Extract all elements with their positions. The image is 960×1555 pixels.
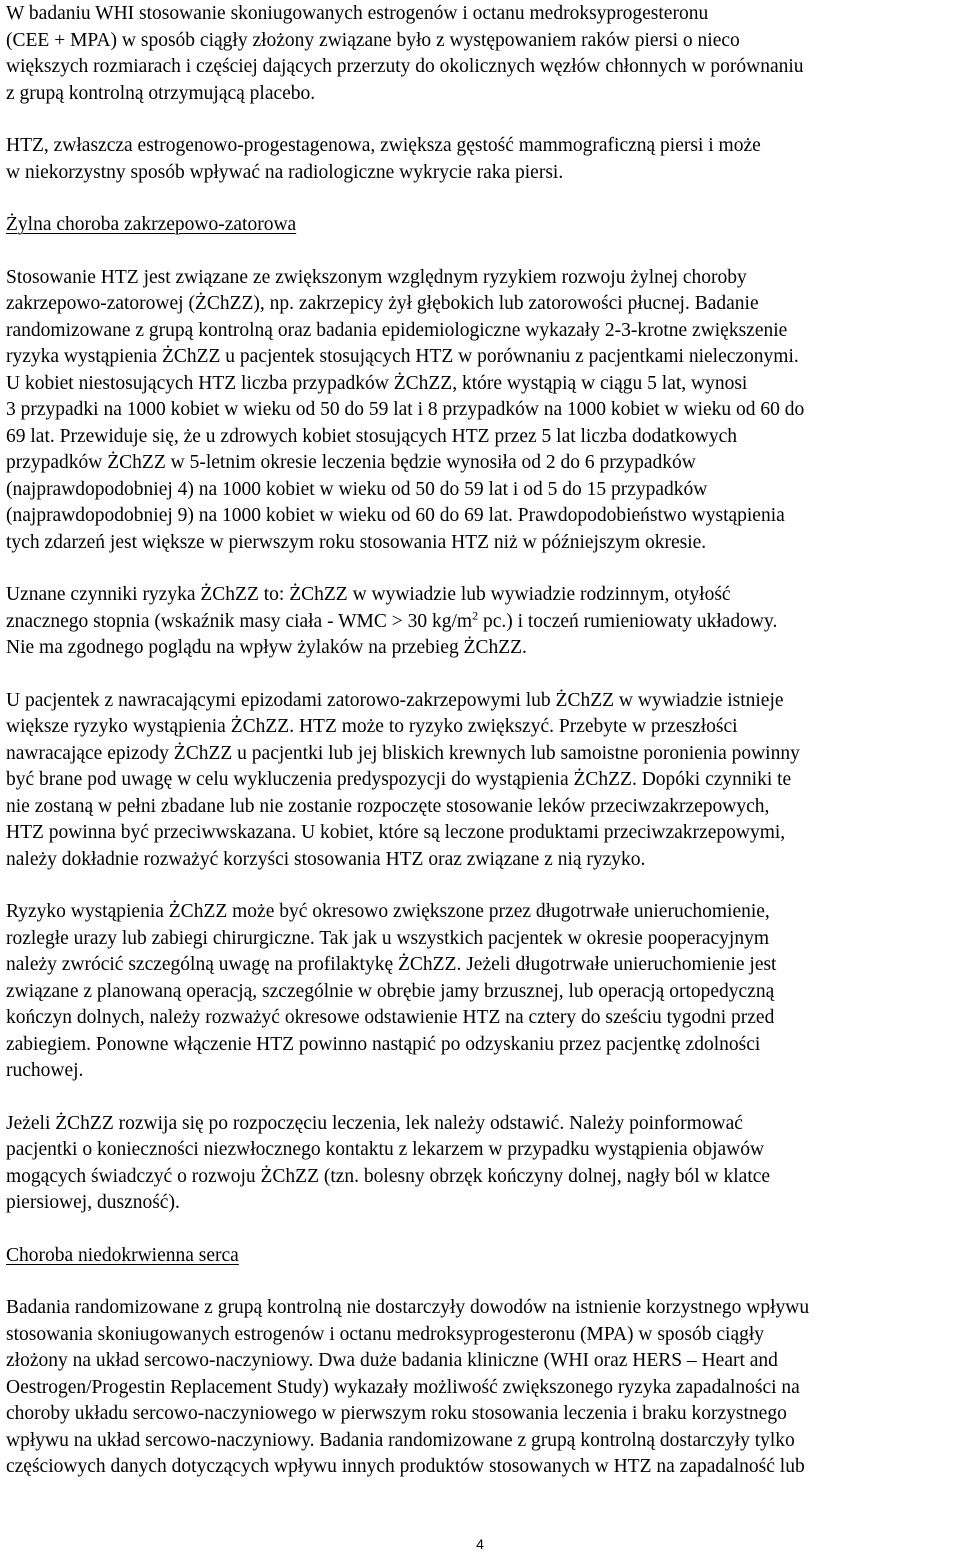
- text-line: stosowania skoniugowanych estrogenów i octanu medroksyprogesteronu (MPA) w sposób ciągły: [6, 1323, 765, 1345]
- text-line: należy zwrócić szczególną uwagę na profilaktykę ŻChZZ. Jeżeli długotrwałe unieruchomienie jest: [6, 954, 777, 975]
- text-line: Oestrogen/Progestin Replacement Study) wykazały możliwość zwiększonego ryzyka zapadalności na: [6, 1376, 800, 1398]
- text-line: Badania randomizowane z grupą kontrolną nie dostarczyły dowodów na istnienie korzystnego wpływu: [6, 1297, 810, 1318]
- paragraph-discontinuation: [6, 1111, 954, 1217]
- text-line: przypadków ŻChZZ w 5-letnim okresie leczenia będzie wynosiła od 2 do 6 przypadków: [6, 452, 696, 473]
- text-line: zakrzepowo-zatorowej (ŻChZZ), np. zakrzepicy żył głębokich lub zatorowości płucnej. Badanie: [6, 293, 759, 314]
- text-line: Stosowanie HTZ jest związane ze zwiększonym względnym ryzykiem rozwoju żylnej choroby: [6, 266, 747, 288]
- paragraph-mammographic-density: [6, 133, 954, 186]
- text-line: piersiowej, duszność).: [6, 1192, 180, 1213]
- paragraph-spacer: [6, 186, 954, 212]
- section-heading-vte: Żylna choroba zakrzepowo-zatorowa: [6, 214, 297, 235]
- text-line: w niekorzystny sposób wpływać na radiologiczne wykrycie raka piersi.: [6, 161, 564, 183]
- text-line: ryzyka wystąpienia ŻChZZ u pacjentek stosujących HTZ w porównaniu z pacjentkami nieleczonymi.: [6, 346, 799, 367]
- text-line: nawracające epizody ŻChZZ u pacjentki lub jej bliskich krewnych lub samoistne poronienia powinny: [6, 742, 800, 764]
- text-line: mogących świadczyć o rozwoju ŻChZZ (tzn. bolesny obrzęk kończyny dolnej, nagły ból w klatce: [6, 1165, 771, 1187]
- text-fragment: znacznego stopnia (wskaźnik masy ciała - WMC > 30 kg/m: [6, 610, 473, 632]
- text-line: nie zostaną w pełni zbadane lub nie zostanie rozpoczęte stosowanie leków przeciwzakrzepowych,: [6, 795, 770, 817]
- paragraph-vte-risk-factors: [6, 582, 954, 662]
- text-line: pacjentki o konieczności niezwłocznego kontaktu z lekarzem w przypadku wystąpienia objawów: [6, 1139, 765, 1160]
- text-line: 69 lat. Przewiduje się, że u zdrowych kobiet stosujących HTZ przez 5 lat liczba dodatkowych: [6, 425, 738, 447]
- text-line: zabiegiem. Ponowne włączenie HTZ powinno nastąpić po odzyskaniu przez pacjentkę zdolności: [6, 1033, 761, 1055]
- text-line: randomizowane z grupą kontrolną oraz badania epidemiologiczne wykazały 2-3-krotne zwiększenie: [6, 319, 788, 341]
- text-line: ruchowej.: [6, 1060, 84, 1081]
- text-line: Uznane czynniki ryzyka ŻChZZ to: ŻChZZ w wywiadzie lub wywiadzie rodzinnym, otyłość: [6, 584, 731, 605]
- text-line: Jeżeli ŻChZZ rozwija się po rozpoczęciu leczenia, lek należy odstawić. Należy poinformować: [6, 1112, 743, 1134]
- document-page: [6, 0, 954, 1481]
- text-line: Nie ma zgodnego poglądu na wpływ żylaków na przebieg ŻChZZ.: [6, 637, 527, 658]
- text-line: U pacjentek z nawracającymi epizodami zatorowo-zakrzepowymi lub ŻChZZ w wywiadzie istnieje: [6, 689, 784, 711]
- text-line: U kobiet niestosujących HTZ liczba przypadków ŻChZZ, które wystąpią w ciągu 5 lat, wynosi: [6, 372, 748, 394]
- text-line: (najprawdopodobniej 4) na 1000 kobiet w wieku od 50 do 59 lat i od 5 do 15 przypadków: [6, 478, 708, 500]
- text-line: należy dokładnie rozważyć korzyści stosowania HTZ oraz związane z nią ryzyko.: [6, 848, 646, 870]
- text-line: być brane pod uwagę w celu wykluczenia predyspozycji do wystąpienia ŻChZZ. Dopóki czynniki te: [6, 769, 792, 790]
- paragraph-recurrent-episodes: [6, 688, 954, 874]
- text-line: związane z planowaną operacją, szczególnie w obrębie jamy brzusznej, lub operacją ortopedyczną: [6, 980, 775, 1002]
- text-line: wpływu na układ sercowo-naczyniowy. Badania randomizowane z grupą kontrolną dostarczyły tylko: [6, 1429, 795, 1451]
- text-line: HTZ, zwłaszcza estrogenowo-progestagenowa, zwiększa gęstość mammograficzną piersi i może: [6, 135, 761, 156]
- text-line: Ryzyko wystąpienia ŻChZZ może być okresowo zwiększone przez długotrwałe unieruchomienie,: [6, 901, 770, 922]
- text-line: 3 przypadki na 1000 kobiet w wieku od 50 do 59 lat i 8 przypadków na 1000 kobiet w wieku od 60 do: [6, 399, 805, 420]
- text-line: złożony na układ sercowo-naczyniowy. Dwa duże badania kliniczne (WHI oraz HERS – Heart and: [6, 1350, 778, 1371]
- text-fragment: pc.) i toczeń rumieniowaty układowy.: [478, 610, 778, 632]
- page-number: 4: [476, 1536, 484, 1552]
- text-line: choroby układu sercowo-naczyniowego w pierwszym roku stosowania leczenia i braku korzystnego: [6, 1403, 787, 1424]
- text-line: rozległe urazy lub zabiegi chirurgiczne. Tak jak u wszystkich pacjentek w okresie pooperacyjnym: [6, 927, 770, 949]
- text-line: częściowych danych dotyczących wpływu innych produktów stosowanych w HTZ na zapadalność lub: [6, 1456, 805, 1477]
- text-line: większe ryzyko wystąpienia ŻChZZ. HTZ może to ryzyko zwiększyć. Przebyte w przeszłości: [6, 716, 738, 737]
- paragraph-spacer: [6, 107, 954, 133]
- paragraph-spacer: [6, 873, 954, 899]
- text-line: (CEE + MPA) w sposób ciągły złożony związane było z występowaniem raków piersi o nieco: [6, 29, 740, 51]
- paragraph-vte-risk: [6, 265, 954, 557]
- text-line: W badaniu WHI stosowanie skoniugowanych estrogenów i octanu medroksyprogesteronu: [6, 3, 709, 24]
- paragraph-spacer: [6, 662, 954, 688]
- text-line: większych rozmiarach i częściej dających przerzuty do okolicznych węzłów chłonnych w porównaniu: [6, 56, 804, 77]
- text-line: kończyn dolnych, należy rozważyć okresowe odstawienie HTZ na cztery do sześciu tygodni przed: [6, 1007, 775, 1028]
- text-line: z grupą kontrolną otrzymującą placebo.: [6, 82, 316, 104]
- paragraph-whi-breast-cancer: [6, 0, 954, 107]
- text-line: (najprawdopodobniej 9) na 1000 kobiet w wieku od 60 do 69 lat. Prawdopodobieństwo wystąpienia: [6, 505, 785, 526]
- text-line: [6, 609, 954, 636]
- paragraph-spacer: [6, 1269, 954, 1295]
- text-line: tych zdarzeń jest większe w pierwszym roku stosowania HTZ niż w późniejszym okresie.: [6, 531, 707, 553]
- section-heading-coronary: Choroba niedokrwienna serca: [6, 1244, 239, 1266]
- paragraph-spacer: [6, 239, 954, 265]
- superscript: 2: [472, 608, 479, 622]
- text-line: HTZ powinna być przeciwwskazana. U kobiet, które są leczone produktami przeciwzakrzepowymi,: [6, 822, 786, 843]
- paragraph-spacer: [6, 1217, 954, 1243]
- paragraph-spacer: [6, 1085, 954, 1111]
- paragraph-coronary-disease: [6, 1295, 954, 1481]
- paragraph-spacer: [6, 556, 954, 582]
- paragraph-immobilisation: [6, 899, 954, 1085]
